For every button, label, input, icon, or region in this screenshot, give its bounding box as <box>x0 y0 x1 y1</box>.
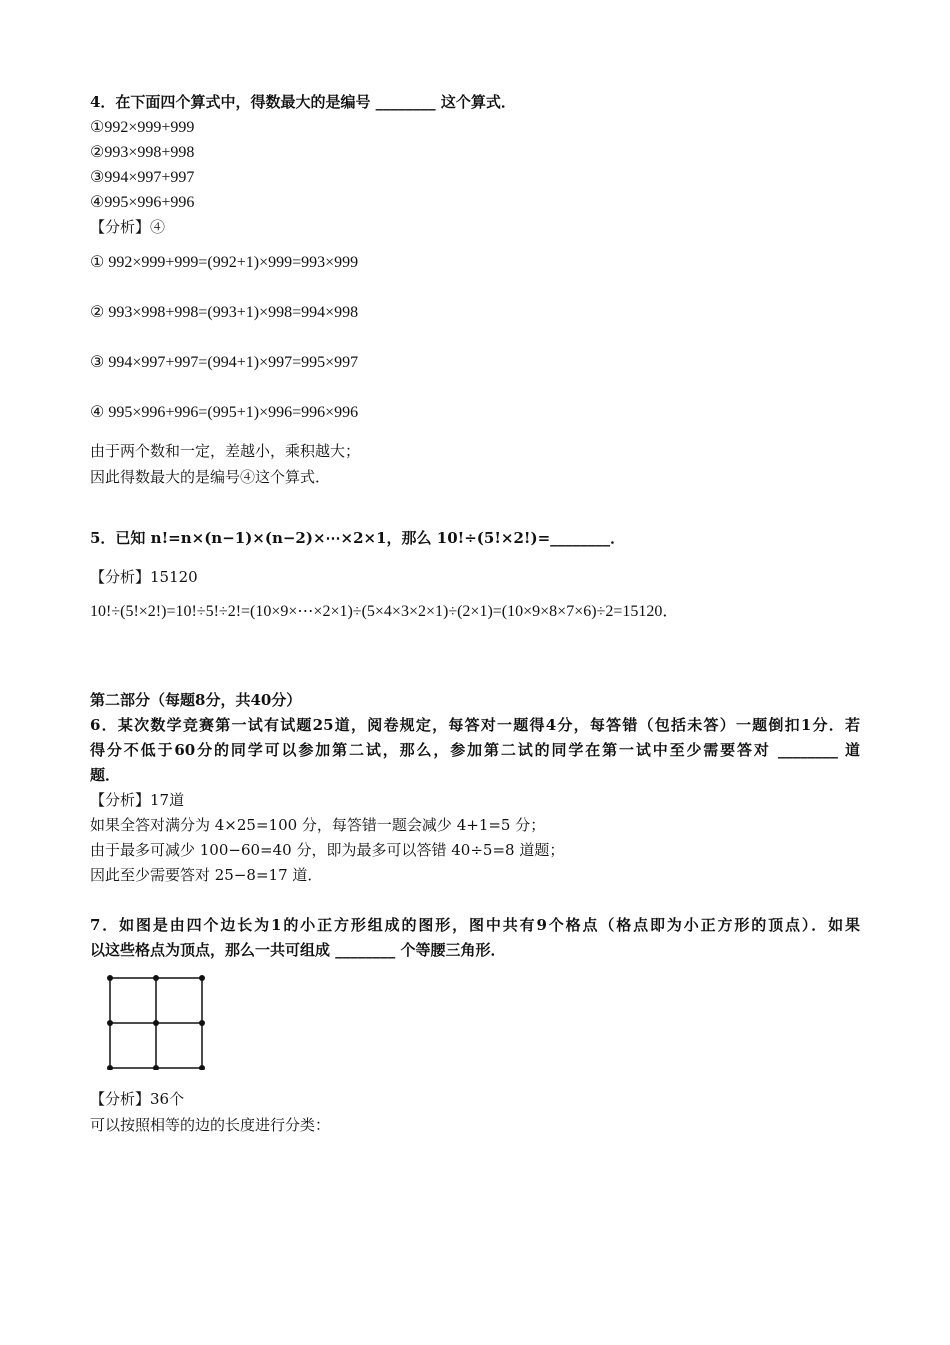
grid-point <box>199 975 205 981</box>
q6-question-line-2: 得分不低于60分的同学可以参加第二试，那么，参加第二试的同学在第一试中至少需要答对 ________ 道 <box>90 741 860 759</box>
q4-conclusion-1: 由于两个数和一定，差越小，乘积越大； <box>90 442 361 460</box>
q4-step-4: ④ 995×996+996=(995+1)×996=996×996 <box>90 404 359 421</box>
q7-solution-1: 可以按照相等的边的长度进行分类： <box>90 1116 331 1134</box>
q5-question: 5．已知 n!=n×(n−1)×(n−2)×⋯×2×1，那么 10!÷(5!×2!)=________． <box>90 529 626 547</box>
q6-question-line-1: 6．某次数学竞赛第一试有试题25道，阅卷规定，每答对一题得4分，每答错（包括未答）一题倒扣1分．若 <box>90 716 860 734</box>
grid-point <box>199 1065 205 1070</box>
q4-step-2: ② 993×998+998=(993+1)×998=994×998 <box>90 304 359 321</box>
q6-solution-3: 因此至少需要答对 25−8=17 道． <box>90 866 323 884</box>
grid-point <box>153 1065 159 1070</box>
grid-point <box>153 1020 159 1026</box>
grid-point <box>199 1020 205 1026</box>
q4-option-4: ④995×996+996 <box>90 194 195 211</box>
grid-point <box>107 1020 113 1026</box>
q6-question-line-3: 题． <box>90 766 121 784</box>
q5-solution: 10!÷(5!×2!)=10!÷5!÷2!=(10×9×⋯×2×1)÷(5×4×3×2×1)÷(2×1)=(10×9×8×7×6)÷2=15120． <box>90 603 679 620</box>
q4-conclusion-2: 因此得数最大的是编号④这个算式． <box>90 468 331 486</box>
q4-question: 4．在下面四个算式中，得数最大的是编号 ________ 这个算式． <box>90 93 516 111</box>
q4-option-1: ①992×999+999 <box>90 119 195 136</box>
q6-analysis: 【分析】17道 <box>90 791 185 809</box>
q4-option-3: ③994×997+997 <box>90 169 195 186</box>
q6-solution-1: 如果全答对满分为 4×25=100 分，每答错一题会减少 4+1=5 分； <box>90 816 546 834</box>
grid-point <box>107 1065 113 1070</box>
grid-point <box>153 975 159 981</box>
section-2-heading: 第二部分（每题8分，共40分） <box>90 691 302 709</box>
grid-point <box>107 975 113 981</box>
q4-step-1: ① 992×999+999=(992+1)×999=993×999 <box>90 254 359 271</box>
lattice-grid-figure <box>100 970 210 1070</box>
q4-step-3: ③ 994×997+997=(994+1)×997=995×997 <box>90 354 359 371</box>
q5-analysis: 【分析】15120 <box>90 568 198 586</box>
q7-question-line-2: 以这些格点为顶点，那么一共可组成 ________ 个等腰三角形． <box>90 941 506 959</box>
q7-analysis: 【分析】36个 <box>90 1090 185 1108</box>
q4-option-2: ②993×998+998 <box>90 144 195 161</box>
q4-analysis: 【分析】④ <box>90 218 166 236</box>
q6-solution-2: 由于最多可减少 100−60=40 分，即为最多可以答错 40÷5=8 道题； <box>90 841 565 859</box>
q7-question-line-1: 7．如图是由四个边长为1的小正方形组成的图形，图中共有9个格点（格点即为小正方形的顶点）．如果 <box>90 916 860 934</box>
